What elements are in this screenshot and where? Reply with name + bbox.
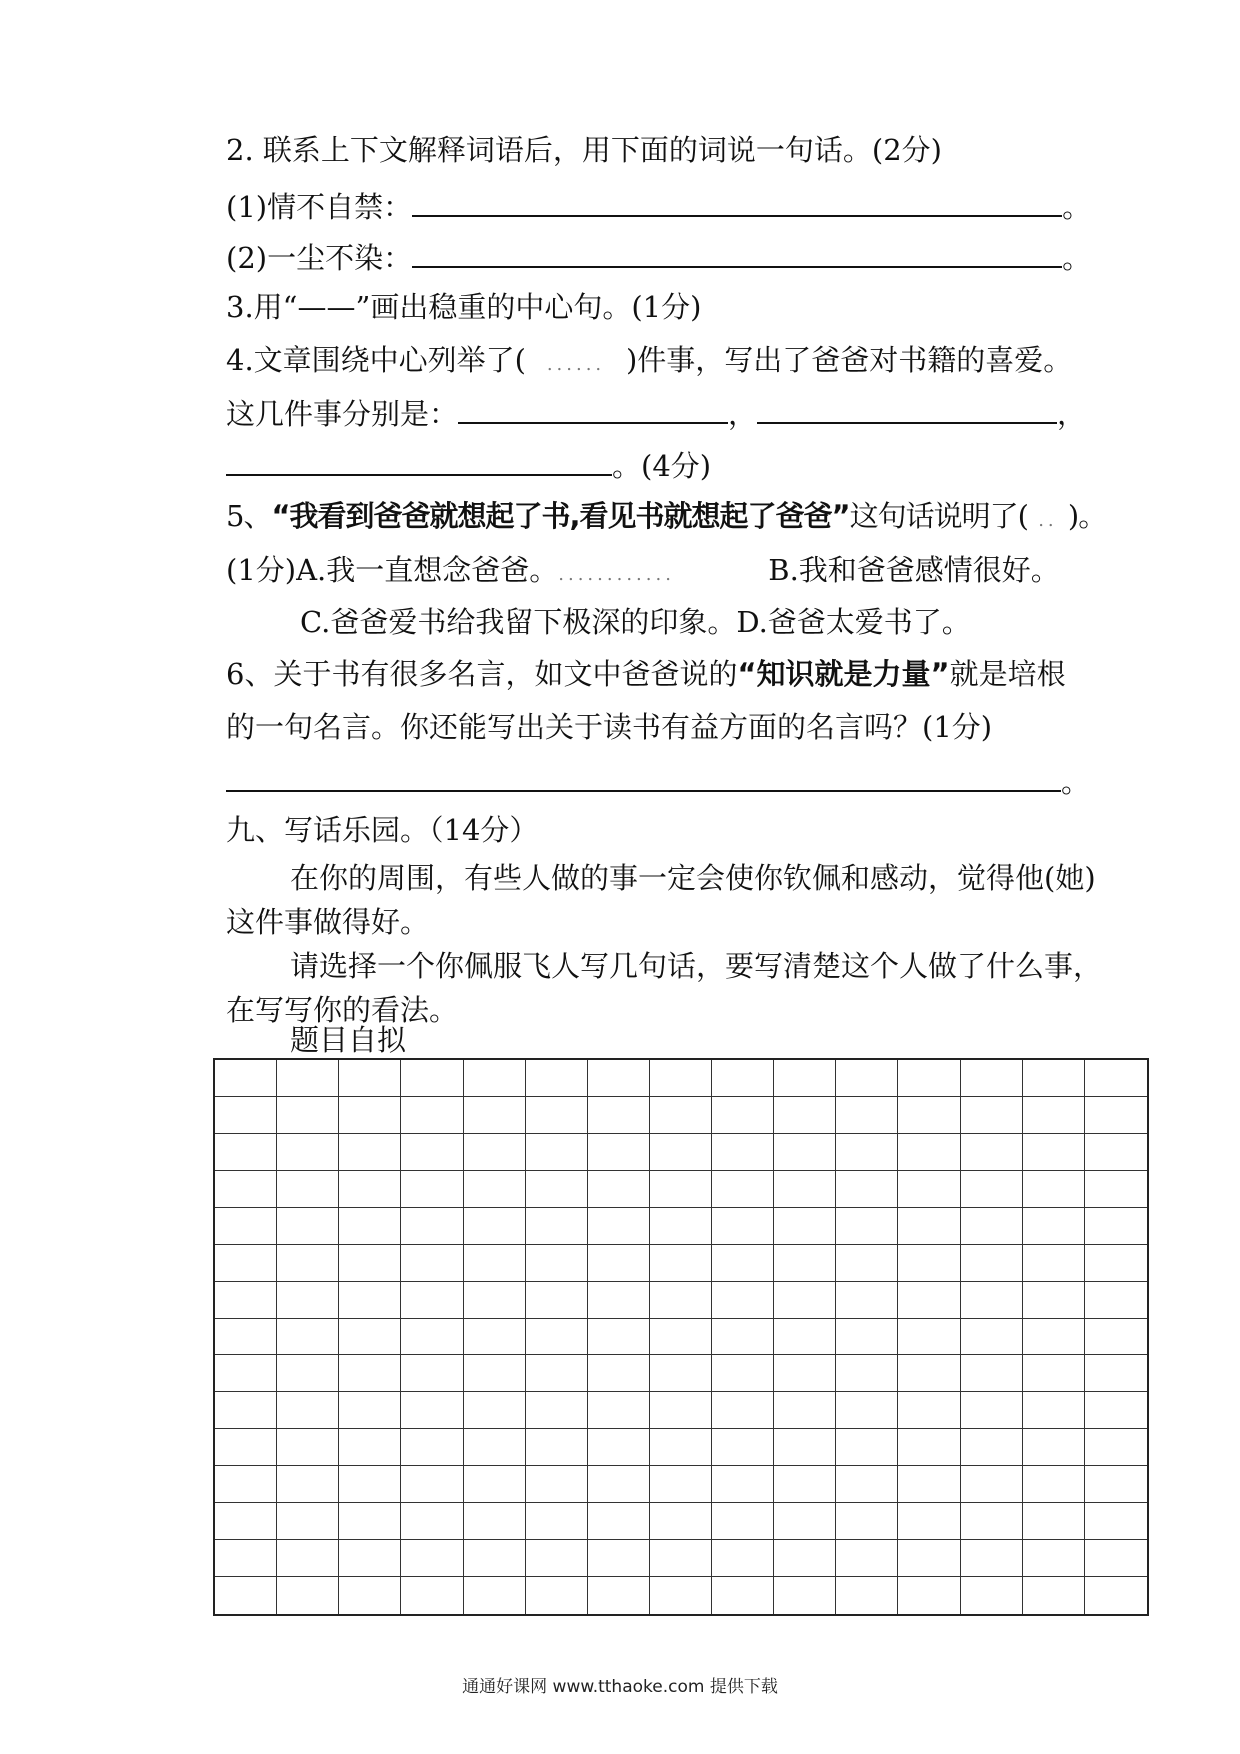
grid-cell[interactable] [774, 1097, 836, 1134]
q4-text-before: 4.文章围绕中心列举了( [226, 343, 526, 377]
grid-cell[interactable] [277, 1540, 339, 1577]
grid-cell[interactable] [277, 1060, 339, 1097]
q6-answer [226, 760, 1090, 802]
grid-cell[interactable] [774, 1208, 836, 1245]
grid-cell[interactable] [277, 1392, 339, 1429]
grid-cell[interactable] [277, 1208, 339, 1245]
grid-cell[interactable] [526, 1577, 588, 1614]
grid-cell[interactable] [526, 1503, 588, 1540]
grid-cell[interactable] [836, 1355, 898, 1392]
grid-cell[interactable] [401, 1134, 463, 1171]
grid-cell[interactable] [215, 1540, 277, 1577]
q5-close: )。 [1067, 499, 1107, 533]
grid-cell[interactable] [774, 1060, 836, 1097]
grid-cell[interactable] [1085, 1134, 1147, 1171]
grid-cell[interactable] [339, 1355, 401, 1392]
grid-cell[interactable] [588, 1577, 650, 1614]
q5-option-c: C.爸爸爱书给我留下极深的印象。 [300, 605, 737, 639]
grid-cell[interactable] [650, 1355, 712, 1392]
grid-cell[interactable] [712, 1466, 774, 1503]
grid-cell[interactable] [836, 1208, 898, 1245]
grid-cell[interactable] [774, 1577, 836, 1614]
grid-cell[interactable] [1023, 1060, 1085, 1097]
q5-line2 [226, 550, 1060, 595]
page-footer: 通通好课网 www.tthaoke.com 提供下载 [462, 1677, 778, 1697]
grid-cell[interactable] [339, 1245, 401, 1282]
grid-cell[interactable] [215, 1466, 277, 1503]
section9-para1-line1: 在你的周围，有些人做的事一定会使你钦佩和感动，觉得他(她) [290, 861, 1096, 895]
grid-cell[interactable] [1023, 1503, 1085, 1540]
grid-cell[interactable] [588, 1319, 650, 1356]
q2-item1 [226, 185, 1091, 227]
grid-cell[interactable] [277, 1466, 339, 1503]
grid-cell[interactable] [961, 1355, 1023, 1392]
grid-cell[interactable] [526, 1355, 588, 1392]
q4-line2-label: 这几件事分别是： [226, 397, 459, 431]
q4-line2 [226, 392, 1086, 434]
grid-cell[interactable] [836, 1134, 898, 1171]
grid-cell[interactable] [1085, 1208, 1147, 1245]
grid-cell[interactable] [712, 1355, 774, 1392]
q5-dot-leader: ............ [558, 564, 675, 585]
grid-cell[interactable] [215, 1208, 277, 1245]
q6-line2: 的一句名言。你还能写出关于读书有益方面的名言吗？(1分) [226, 710, 993, 744]
grid-cell[interactable] [464, 1503, 526, 1540]
grid-cell[interactable] [526, 1060, 588, 1097]
grid-cell[interactable] [339, 1503, 401, 1540]
grid-cell[interactable] [898, 1097, 960, 1134]
grid-cell[interactable] [1085, 1097, 1147, 1134]
grid-cell[interactable] [588, 1503, 650, 1540]
grid-cell[interactable] [526, 1282, 588, 1319]
grid-cell[interactable] [401, 1319, 463, 1356]
grid-cell[interactable] [215, 1097, 277, 1134]
grid-cell[interactable] [836, 1392, 898, 1429]
grid-cell[interactable] [898, 1134, 960, 1171]
grid-cell[interactable] [401, 1355, 463, 1392]
grid-cell[interactable] [961, 1097, 1023, 1134]
grid-cell[interactable] [464, 1097, 526, 1134]
grid-cell[interactable] [526, 1208, 588, 1245]
grid-cell[interactable] [1085, 1319, 1147, 1356]
grid-cell[interactable] [277, 1577, 339, 1614]
q5-option-d: D.爸爸太爱书了。 [736, 605, 971, 639]
grid-cell[interactable] [588, 1282, 650, 1319]
grid-cell[interactable] [898, 1208, 960, 1245]
grid-cell[interactable] [401, 1466, 463, 1503]
q4-comma-2: ， [1057, 397, 1087, 431]
grid-cell[interactable] [464, 1319, 526, 1356]
grid-cell[interactable] [961, 1060, 1023, 1097]
grid-cell[interactable] [526, 1466, 588, 1503]
grid-cell[interactable] [401, 1171, 463, 1208]
grid-cell[interactable] [464, 1282, 526, 1319]
grid-cell[interactable] [836, 1429, 898, 1466]
grid-cell[interactable] [526, 1392, 588, 1429]
grid-cell[interactable] [588, 1097, 650, 1134]
section9-para2-line2: 在写写你的看法。 [226, 993, 459, 1027]
grid-cell[interactable] [401, 1282, 463, 1319]
grid-cell[interactable] [712, 1134, 774, 1171]
grid-cell[interactable] [1085, 1429, 1147, 1466]
grid-cell[interactable] [650, 1503, 712, 1540]
grid-cell[interactable] [401, 1245, 463, 1282]
grid-cell[interactable] [650, 1097, 712, 1134]
grid-cell[interactable] [464, 1208, 526, 1245]
grid-cell[interactable] [774, 1466, 836, 1503]
grid-cell[interactable] [588, 1466, 650, 1503]
grid-cell[interactable] [464, 1466, 526, 1503]
grid-cell[interactable] [898, 1429, 960, 1466]
grid-cell[interactable] [712, 1282, 774, 1319]
grid-cell[interactable] [898, 1171, 960, 1208]
grid-cell[interactable] [215, 1319, 277, 1356]
grid-cell[interactable] [650, 1171, 712, 1208]
section9-para2-line1: 请选择一个你佩服飞人写几句话，要写清楚这个人做了什么事， [290, 949, 1103, 983]
section9-para1-line2: 这件事做得好。 [226, 905, 430, 939]
grid-cell[interactable] [526, 1319, 588, 1356]
q4-event2-line[interactable] [757, 392, 1057, 424]
grid-cell[interactable] [712, 1245, 774, 1282]
grid-cell[interactable] [464, 1429, 526, 1466]
grid-cell[interactable] [277, 1245, 339, 1282]
grid-cell[interactable] [526, 1540, 588, 1577]
grid-cell[interactable] [836, 1245, 898, 1282]
grid-cell[interactable] [215, 1503, 277, 1540]
grid-cell[interactable] [339, 1392, 401, 1429]
grid-cell[interactable] [898, 1060, 960, 1097]
q5-score: (1分) [226, 553, 297, 587]
grid-cell[interactable] [215, 1429, 277, 1466]
grid-cell[interactable] [215, 1060, 277, 1097]
q4-line3 [226, 444, 711, 486]
grid-cell[interactable] [339, 1540, 401, 1577]
grid-cell[interactable] [1085, 1355, 1147, 1392]
q5-option-b: B.我和爸爸感情很好。 [768, 553, 1060, 587]
grid-cell[interactable] [588, 1245, 650, 1282]
grid-cell[interactable] [339, 1429, 401, 1466]
q4-comma-1: ， [728, 397, 758, 431]
grid-cell[interactable] [1023, 1577, 1085, 1614]
q4-count-blank[interactable]: ...... [546, 354, 606, 375]
grid-cell[interactable] [339, 1319, 401, 1356]
grid-cell[interactable] [277, 1171, 339, 1208]
grid-cell[interactable] [1085, 1503, 1147, 1540]
grid-cell[interactable] [712, 1540, 774, 1577]
grid-cell[interactable] [277, 1429, 339, 1466]
grid-cell[interactable] [774, 1392, 836, 1429]
grid-cell[interactable] [401, 1577, 463, 1614]
grid-cell[interactable] [650, 1319, 712, 1356]
grid-cell[interactable] [774, 1171, 836, 1208]
grid-cell[interactable] [712, 1097, 774, 1134]
section9-topic: 题目自拟 [290, 1023, 407, 1057]
grid-cell[interactable] [215, 1282, 277, 1319]
q6-line1-before: 6、关于书有很多名言，如文中爸爸说的 [226, 657, 738, 691]
grid-cell[interactable] [339, 1134, 401, 1171]
grid-cell[interactable] [836, 1282, 898, 1319]
grid-cell[interactable] [1023, 1245, 1085, 1282]
grid-cell[interactable] [650, 1466, 712, 1503]
grid-cell[interactable] [1085, 1245, 1147, 1282]
grid-cell[interactable] [1023, 1392, 1085, 1429]
grid-cell[interactable] [774, 1134, 836, 1171]
q5-line1 [226, 496, 1106, 541]
q2-item1-label: (1)情不自禁： [226, 190, 413, 224]
grid-cell[interactable] [898, 1355, 960, 1392]
grid-cell[interactable] [1023, 1097, 1085, 1134]
grid-cell[interactable] [277, 1097, 339, 1134]
grid-cell[interactable] [526, 1429, 588, 1466]
grid-cell[interactable] [1023, 1540, 1085, 1577]
q2-item2-end: 。 [1062, 241, 1092, 275]
grid-cell[interactable] [215, 1134, 277, 1171]
q2-item2-answer-line[interactable] [412, 236, 1062, 268]
grid-cell[interactable] [1023, 1466, 1085, 1503]
grid-cell[interactable] [712, 1208, 774, 1245]
q5-option-a: A.我一直想念爸爸。 [296, 553, 559, 587]
grid-cell[interactable] [1085, 1540, 1147, 1577]
grid-cell[interactable] [774, 1245, 836, 1282]
q4-event3-line[interactable] [226, 444, 612, 476]
grid-cell[interactable] [339, 1577, 401, 1614]
grid-cell[interactable] [961, 1392, 1023, 1429]
grid-cell[interactable] [526, 1171, 588, 1208]
q2-item1-answer-line[interactable] [412, 185, 1062, 217]
q5-prefix: 5、 [226, 499, 272, 533]
grid-cell[interactable] [650, 1245, 712, 1282]
q4-text-after: )件事，写出了爸爸对书籍的喜爱。 [625, 343, 1073, 377]
grid-cell[interactable] [339, 1097, 401, 1134]
grid-cell[interactable] [401, 1097, 463, 1134]
grid-cell[interactable] [215, 1392, 277, 1429]
grid-cell[interactable] [650, 1134, 712, 1171]
grid-cell[interactable] [650, 1577, 712, 1614]
grid-cell[interactable] [650, 1540, 712, 1577]
q5-suffix: 这句话说明了( [849, 499, 1028, 533]
q2-prompt: 2. 联系上下文解释词语后，用下面的词说一句话。(2分) [226, 133, 942, 167]
grid-cell[interactable] [961, 1577, 1023, 1614]
grid-cell[interactable] [774, 1540, 836, 1577]
q6-answer-line[interactable] [226, 760, 1061, 792]
grid-cell[interactable] [961, 1466, 1023, 1503]
grid-cell[interactable] [1085, 1282, 1147, 1319]
grid-cell[interactable] [464, 1392, 526, 1429]
grid-cell[interactable] [277, 1503, 339, 1540]
grid-cell[interactable] [961, 1503, 1023, 1540]
grid-cell[interactable] [774, 1355, 836, 1392]
grid-cell[interactable] [1085, 1171, 1147, 1208]
q6-line1 [226, 654, 1066, 694]
grid-cell[interactable] [898, 1540, 960, 1577]
q4-event1-line[interactable] [458, 392, 728, 424]
grid-cell[interactable] [836, 1540, 898, 1577]
grid-cell[interactable] [774, 1319, 836, 1356]
grid-cell[interactable] [464, 1060, 526, 1097]
grid-cell[interactable] [961, 1429, 1023, 1466]
q6-line1-after: 就是培根 [949, 657, 1066, 691]
grid-cell[interactable] [898, 1319, 960, 1356]
grid-cell[interactable] [836, 1466, 898, 1503]
grid-cell[interactable] [650, 1060, 712, 1097]
grid-cell[interactable] [588, 1060, 650, 1097]
grid-cell[interactable] [339, 1208, 401, 1245]
grid-cell[interactable] [898, 1282, 960, 1319]
grid-cell[interactable] [898, 1392, 960, 1429]
grid-cell[interactable] [961, 1134, 1023, 1171]
q5-line3 [300, 602, 971, 642]
grid-cell[interactable] [464, 1577, 526, 1614]
section9-title: 九、写话乐园。（14分） [226, 813, 539, 847]
grid-cell[interactable] [836, 1503, 898, 1540]
grid-cell[interactable] [836, 1097, 898, 1134]
grid-cell[interactable] [526, 1097, 588, 1134]
grid-cell[interactable] [464, 1134, 526, 1171]
grid-cell[interactable] [588, 1392, 650, 1429]
grid-cell[interactable] [712, 1392, 774, 1429]
grid-cell[interactable] [836, 1060, 898, 1097]
q6-quote: “知识就是力量” [737, 657, 950, 691]
grid-cell[interactable] [464, 1540, 526, 1577]
grid-cell[interactable] [526, 1245, 588, 1282]
grid-cell[interactable] [1085, 1060, 1147, 1097]
grid-cell[interactable] [588, 1208, 650, 1245]
grid-cell[interactable] [961, 1245, 1023, 1282]
grid-cell[interactable] [650, 1282, 712, 1319]
q6-end: 。 [1061, 765, 1091, 799]
grid-cell[interactable] [339, 1171, 401, 1208]
q4-line3-end: 。(4分) [612, 449, 712, 483]
grid-cell[interactable] [961, 1540, 1023, 1577]
grid-cell[interactable] [898, 1577, 960, 1614]
grid-cell[interactable] [836, 1319, 898, 1356]
grid-cell[interactable] [1085, 1466, 1147, 1503]
grid-cell[interactable] [401, 1060, 463, 1097]
grid-cell[interactable] [464, 1245, 526, 1282]
grid-cell[interactable] [1023, 1134, 1085, 1171]
grid-cell[interactable] [898, 1466, 960, 1503]
grid-cell[interactable] [588, 1429, 650, 1466]
grid-cell[interactable] [1023, 1171, 1085, 1208]
grid-cell[interactable] [277, 1134, 339, 1171]
q2-item2 [226, 236, 1091, 278]
q2-item2-label: (2)一尘不染： [226, 241, 413, 275]
grid-cell[interactable] [215, 1355, 277, 1392]
grid-cell[interactable] [588, 1355, 650, 1392]
grid-cell[interactable] [401, 1540, 463, 1577]
grid-cell[interactable] [215, 1245, 277, 1282]
grid-cell[interactable] [1085, 1577, 1147, 1614]
grid-cell[interactable] [712, 1319, 774, 1356]
grid-cell[interactable] [712, 1060, 774, 1097]
grid-cell[interactable] [277, 1282, 339, 1319]
grid-cell[interactable] [401, 1429, 463, 1466]
grid-cell[interactable] [898, 1503, 960, 1540]
grid-cell[interactable] [774, 1503, 836, 1540]
grid-cell[interactable] [215, 1577, 277, 1614]
grid-cell[interactable] [526, 1134, 588, 1171]
q2-item1-end: 。 [1062, 190, 1092, 224]
grid-cell[interactable] [1023, 1282, 1085, 1319]
grid-cell[interactable] [339, 1282, 401, 1319]
q3-text: 3.用“——”画出稳重的中心句。(1分) [226, 290, 702, 324]
grid-cell[interactable] [961, 1282, 1023, 1319]
grid-cell[interactable] [961, 1319, 1023, 1356]
grid-cell[interactable] [464, 1355, 526, 1392]
grid-cell[interactable] [1023, 1429, 1085, 1466]
grid-cell[interactable] [401, 1392, 463, 1429]
grid-cell[interactable] [650, 1392, 712, 1429]
grid-cell[interactable] [836, 1171, 898, 1208]
grid-cell[interactable] [401, 1208, 463, 1245]
q5-quote: “我看到爸爸就想起了书,看见书就想起了爸爸” [271, 499, 850, 533]
grid-cell[interactable] [339, 1466, 401, 1503]
grid-cell[interactable] [588, 1171, 650, 1208]
grid-cell[interactable] [712, 1503, 774, 1540]
grid-cell[interactable] [1023, 1355, 1085, 1392]
grid-cell[interactable] [1023, 1319, 1085, 1356]
grid-cell[interactable] [712, 1577, 774, 1614]
grid-cell[interactable] [1023, 1208, 1085, 1245]
grid-cell[interactable] [774, 1429, 836, 1466]
grid-cell[interactable] [277, 1355, 339, 1392]
q5-answer-blank[interactable]: .. [1038, 510, 1058, 531]
grid-cell[interactable] [588, 1134, 650, 1171]
q4-line1 [226, 340, 1072, 385]
grid-cell[interactable] [401, 1503, 463, 1540]
grid-cell[interactable] [464, 1171, 526, 1208]
grid-cell[interactable] [277, 1319, 339, 1356]
grid-cell[interactable] [774, 1282, 836, 1319]
grid-cell[interactable] [898, 1245, 960, 1282]
grid-cell[interactable] [215, 1171, 277, 1208]
grid-cell[interactable] [1085, 1392, 1147, 1429]
grid-cell[interactable] [836, 1577, 898, 1614]
grid-cell[interactable] [712, 1429, 774, 1466]
writing-grid[interactable] [213, 1058, 1149, 1616]
grid-cell[interactable] [961, 1171, 1023, 1208]
grid-cell[interactable] [588, 1540, 650, 1577]
grid-cell[interactable] [712, 1171, 774, 1208]
grid-cell[interactable] [339, 1060, 401, 1097]
grid-cell[interactable] [650, 1429, 712, 1466]
grid-cell[interactable] [961, 1208, 1023, 1245]
grid-cell[interactable] [650, 1208, 712, 1245]
